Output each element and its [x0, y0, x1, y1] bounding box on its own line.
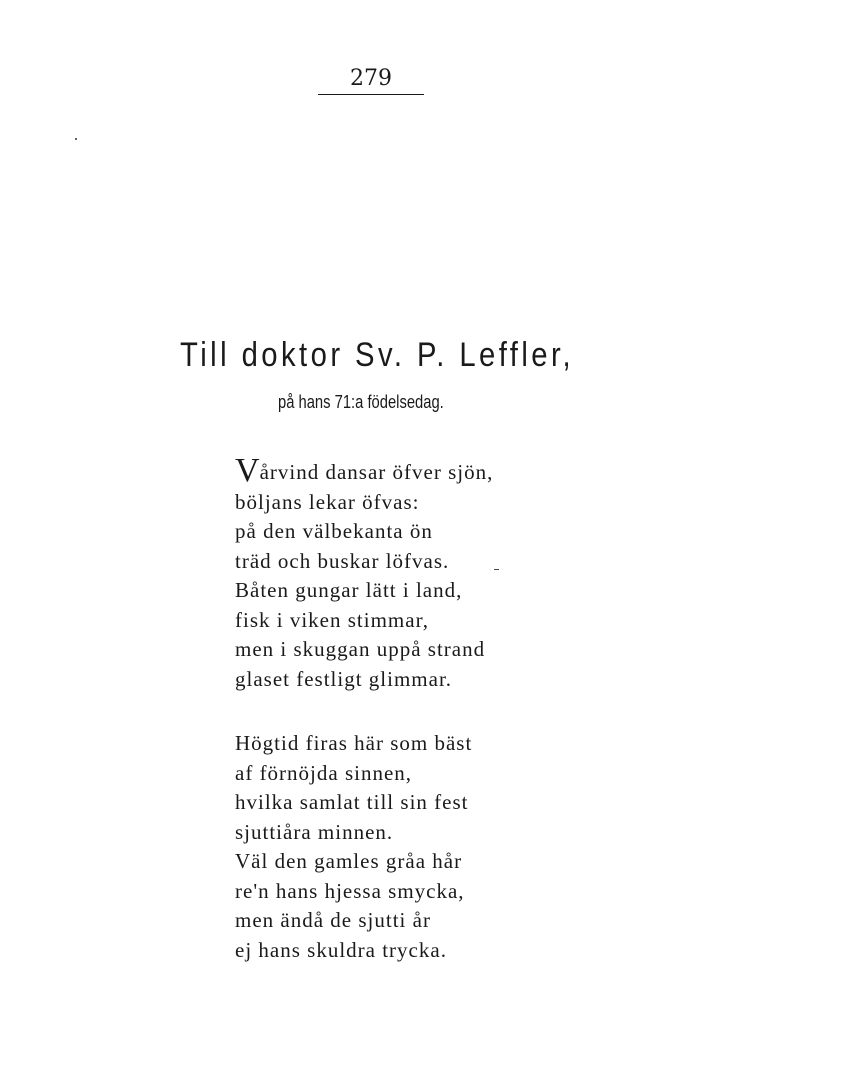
- poem-line: sjuttiåra minnen.: [235, 819, 394, 844]
- poem-line: glaset festligt glimmar.: [235, 666, 453, 691]
- page-number-rule: [318, 94, 424, 95]
- poem-line: ej hans skuldra trycka.: [235, 937, 447, 962]
- poem-line: af förnöjda sinnen,: [235, 760, 413, 785]
- print-speck: [75, 138, 77, 140]
- poem-line: Väl den gamles gråa hår: [235, 849, 463, 873]
- print-mark: [494, 569, 499, 570]
- poem-line: fisk i viken stimmar,: [235, 607, 429, 632]
- poem-line: men i skuggan uppå strand: [235, 637, 486, 661]
- poem-line: Båten gungar lätt i land,: [235, 578, 463, 602]
- poem-line: på den välbekanta ön: [235, 519, 433, 543]
- stanza-1: [235, 452, 555, 694]
- poem-subtitle: på hans 71:a födelsedag.: [278, 392, 444, 412]
- drop-cap-letter: V: [235, 452, 260, 489]
- poem-line: Högtid firas här som bäst: [235, 731, 473, 755]
- poem-line: träd och buskar löfvas.: [235, 548, 450, 573]
- poem-line: [235, 452, 555, 489]
- poem-title: Till doktor Sv. P. Leffler,: [180, 336, 575, 374]
- poem-line: re'n hans hjessa smycka,: [235, 878, 465, 903]
- stanza-2: [235, 729, 555, 965]
- page-number: 279: [350, 66, 392, 91]
- first-line-text: årvind dansar öfver sjön,: [259, 460, 494, 484]
- poem-line: böljans lekar öfvas:: [235, 489, 420, 514]
- poem-line: men ändå de sjutti år: [235, 908, 431, 932]
- poem-line: hvilka samlat till sin fest: [235, 790, 469, 814]
